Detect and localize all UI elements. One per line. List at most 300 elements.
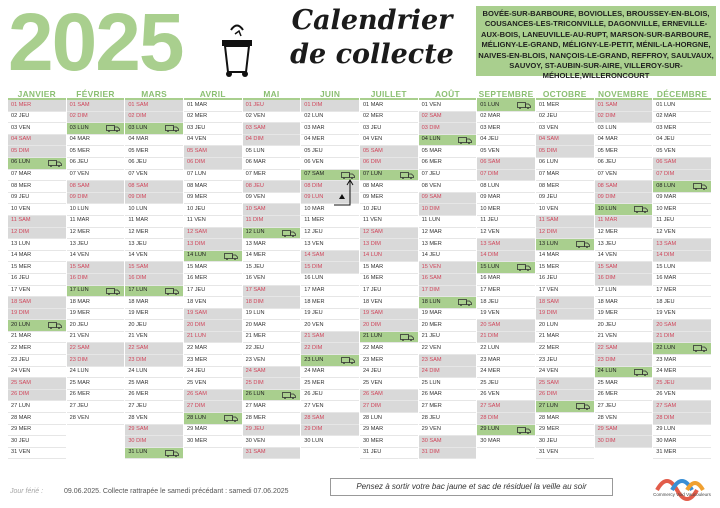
day-cell: 09 SAM [419, 193, 477, 205]
day-cell: 04 LUN [419, 135, 477, 147]
day-cell: 13 DIM [184, 239, 242, 251]
day-cell: 02 JEU [8, 112, 66, 124]
day-cell: 10 VEN [8, 204, 66, 216]
day-cell: 10 SAM [243, 204, 301, 216]
day-cell: 31 JEU [360, 448, 418, 460]
day-cell: 05 MER [125, 146, 183, 158]
day-cell: 28 MER [243, 413, 301, 425]
day-cell: 03 VEN [536, 123, 594, 135]
day-cell: 25 MER [301, 378, 359, 390]
day-cell: 22 MAR [360, 343, 418, 355]
day-cell: 19 VEN [477, 309, 535, 321]
day-cell: 25 SAM [8, 378, 66, 390]
day-cell: 15 SAM [595, 262, 653, 274]
day-cell: 20 JEU [595, 320, 653, 332]
day-cell: 01 MAR [184, 100, 242, 112]
day-cell: 06 MER [419, 158, 477, 170]
day-cell: 16 JEU [536, 274, 594, 286]
month-header: JANVIER [8, 88, 66, 100]
day-cell: 20 SAM [653, 320, 711, 332]
day-cell: 12 VEN [653, 228, 711, 240]
day-cell: 09 JEU [536, 193, 594, 205]
day-cell: 04 JEU [653, 135, 711, 147]
day-cell: 22 LUN [477, 343, 535, 355]
month-header: AOÛT [419, 88, 477, 100]
day-cell: 13 JEU [595, 239, 653, 251]
holiday-label: Jour férié : [10, 488, 44, 495]
truck-icon [106, 125, 120, 132]
day-cell: 24 MER [653, 367, 711, 379]
day-cell: 09 DIM [595, 193, 653, 205]
truck-icon [282, 230, 296, 237]
truck-icon [634, 369, 648, 376]
day-cell: 10 MER [477, 204, 535, 216]
day-cell: 19 MER [125, 309, 183, 321]
day-cell: 05 DIM [8, 146, 66, 158]
title-line-2: de collecte [290, 39, 454, 70]
day-cell: 02 VEN [243, 112, 301, 124]
day-cell: 18 VEN [184, 297, 242, 309]
day-cell: 19 MER [67, 309, 125, 321]
day-cell: 25 MAR [67, 378, 125, 390]
truck-icon [48, 160, 62, 167]
day-cell: 01 VEN [419, 100, 477, 112]
day-cell: 01 MER [536, 100, 594, 112]
reminder-box: Pensez à sortir votre bac jaune et sac de résiduel la veille au soir [330, 478, 613, 496]
day-cell: 30 VEN [243, 436, 301, 448]
day-cell: 03 VEN [8, 123, 66, 135]
day-cell: 06 VEN [301, 158, 359, 170]
day-cell: 12 DIM [8, 228, 66, 240]
day-cell: 10 LUN [595, 204, 653, 216]
day-cell: 08 MER [536, 181, 594, 193]
day-cell: 02 LUN [301, 112, 359, 124]
day-cell: 13 JEU [125, 239, 183, 251]
day-cell: 28 VEN [125, 413, 183, 425]
day-cell: 12 DIM [536, 228, 594, 240]
day-cell: 12 JEU [301, 228, 359, 240]
day-cell: 15 SAM [125, 262, 183, 274]
empty-cell [477, 448, 535, 460]
day-cell: 12 SAM [360, 228, 418, 240]
day-cell: 24 SAM [243, 367, 301, 379]
day-cell: 13 VEN [301, 239, 359, 251]
day-cell: 25 SAM [536, 378, 594, 390]
month-column [301, 88, 360, 468]
day-cell: 16 DIM [125, 274, 183, 286]
day-cell: 12 SAM [184, 228, 242, 240]
truck-icon [517, 427, 531, 434]
day-cell: 15 MER [8, 262, 66, 274]
day-cell: 22 JEU [243, 343, 301, 355]
truck-icon [400, 334, 414, 341]
day-cell: 23 MAR [653, 355, 711, 367]
day-cell: 11 MAR [125, 216, 183, 228]
truck-icon [282, 392, 296, 399]
truck-icon [48, 322, 62, 329]
month-column [477, 88, 536, 468]
arrow-icon [330, 177, 354, 207]
day-cell: 12 MER [595, 228, 653, 240]
day-cell: 25 MAR [595, 378, 653, 390]
day-cell: 16 MER [360, 274, 418, 286]
day-cell: 18 MAR [595, 297, 653, 309]
day-cell: 02 DIM [595, 112, 653, 124]
day-cell: 21 DIM [653, 332, 711, 344]
day-cell: 28 VEN [67, 413, 125, 425]
day-cell: 29 MER [536, 425, 594, 437]
day-cell: 07 MAR [536, 170, 594, 182]
page-title [272, 4, 472, 72]
day-cell: 05 SAM [360, 146, 418, 158]
day-cell: 22 MER [536, 343, 594, 355]
day-cell: 01 MAR [360, 100, 418, 112]
month-header: MARS [125, 88, 183, 100]
day-cell: 22 DIM [301, 343, 359, 355]
day-cell: 26 LUN [243, 390, 301, 402]
day-cell: 06 JEU [595, 158, 653, 170]
month-header: SEPTEMBRE [478, 89, 534, 99]
day-cell: 25 LUN [419, 378, 477, 390]
month-header: NOVEMBRE [595, 88, 653, 100]
day-cell: 07 SAM [301, 170, 359, 182]
day-cell: 22 MAR [184, 343, 242, 355]
day-cell: 17 LUN [595, 286, 653, 298]
day-cell: 18 MAR [125, 297, 183, 309]
day-cell: 20 MAR [243, 320, 301, 332]
day-cell: 21 VEN [67, 332, 125, 344]
day-cell: 08 MER [8, 181, 66, 193]
day-cell: 31 VEN [8, 448, 66, 460]
day-cell: 08 LUN [477, 181, 535, 193]
day-cell: 11 DIM [243, 216, 301, 228]
day-cell: 30 LUN [301, 436, 359, 448]
day-cell: 12 MAR [419, 228, 477, 240]
day-cell: 23 DIM [67, 355, 125, 367]
day-cell: 23 LUN [301, 355, 359, 367]
day-cell: 20 DIM [184, 320, 242, 332]
day-cell: 14 VEN [125, 251, 183, 263]
day-cell: 09 MAR [477, 193, 535, 205]
day-cell: 14 LUN [360, 251, 418, 263]
day-cell: 11 SAM [8, 216, 66, 228]
day-cell: 20 LUN [8, 320, 66, 332]
day-cell: 26 SAM [184, 390, 242, 402]
truck-icon [165, 450, 179, 457]
day-cell: 12 VEN [477, 228, 535, 240]
month-header: OCTOBRE [536, 88, 594, 100]
day-cell: 14 DIM [653, 251, 711, 263]
day-cell: 26 JEU [301, 390, 359, 402]
day-cell: 15 LUN [477, 262, 535, 274]
day-cell: 16 MER [184, 274, 242, 286]
day-cell: 04 VEN [184, 135, 242, 147]
day-cell: 28 VEN [595, 413, 653, 425]
truck-icon [106, 288, 120, 295]
day-cell: 24 MAR [301, 367, 359, 379]
truck-icon [517, 264, 531, 271]
day-cell: 01 SAM [67, 100, 125, 112]
day-cell: 16 LUN [301, 274, 359, 286]
day-cell: 25 DIM [243, 378, 301, 390]
day-cell: 28 SAM [301, 413, 359, 425]
day-cell: 07 LUN [360, 170, 418, 182]
day-cell: 06 JEU [125, 158, 183, 170]
day-cell: 21 MAR [8, 332, 66, 344]
day-cell: 24 LUN [125, 367, 183, 379]
day-cell: 18 SAM [8, 297, 66, 309]
day-cell: 25 JEU [477, 378, 535, 390]
day-cell: 05 MER [67, 146, 125, 158]
day-cell: 05 DIM [536, 146, 594, 158]
day-cell: 08 DIM [301, 181, 359, 193]
day-cell: 27 DIM [184, 401, 242, 413]
day-cell: 24 VEN [536, 367, 594, 379]
day-cell: 22 MER [8, 343, 66, 355]
truck-icon [165, 125, 179, 132]
truck-icon [576, 403, 590, 410]
day-cell: 23 MER [184, 355, 242, 367]
day-cell: 20 JEU [125, 320, 183, 332]
day-cell: 29 MER [8, 425, 66, 437]
day-cell: 10 DIM [419, 204, 477, 216]
day-cell: 24 JEU [184, 367, 242, 379]
day-cell: 03 MAR [301, 123, 359, 135]
day-cell: 10 VEN [536, 204, 594, 216]
day-cell: 02 DIM [125, 112, 183, 124]
day-cell: 30 DIM [595, 436, 653, 448]
empty-cell [67, 448, 125, 460]
day-cell: 10 LUN [67, 204, 125, 216]
day-cell: 04 MAR [67, 135, 125, 147]
day-cell: 10 JEU [360, 204, 418, 216]
day-cell: 15 LUN [653, 262, 711, 274]
day-cell: 09 MAR [653, 193, 711, 205]
day-cell: 30 JEU [536, 436, 594, 448]
day-cell: 03 DIM [419, 123, 477, 135]
day-cell: 21 JEU [419, 332, 477, 344]
day-cell: 27 SAM [477, 401, 535, 413]
day-cell: 22 SAM [595, 343, 653, 355]
day-cell: 20 DIM [360, 320, 418, 332]
day-cell: 07 VEN [125, 170, 183, 182]
day-cell: 28 DIM [653, 413, 711, 425]
empty-cell [184, 448, 242, 460]
empty-cell [301, 448, 359, 460]
logo-caption: Commercy Void Vaucouleurs [653, 492, 711, 497]
day-cell: 04 MER [301, 135, 359, 147]
day-cell: 17 SAM [243, 286, 301, 298]
day-cell: 08 MAR [184, 181, 242, 193]
day-cell: 16 VEN [243, 274, 301, 286]
day-cell: 15 SAM [67, 262, 125, 274]
day-cell: 27 VEN [301, 401, 359, 413]
day-cell: 16 DIM [595, 274, 653, 286]
day-cell: 04 DIM [243, 135, 301, 147]
day-cell: 09 VEN [243, 193, 301, 205]
day-cell: 31 MER [653, 448, 711, 460]
day-cell: 06 LUN [536, 158, 594, 170]
day-cell: 08 MAR [360, 181, 418, 193]
day-cell: 26 VEN [653, 390, 711, 402]
truck-icon [576, 241, 590, 248]
day-cell: 24 LUN [595, 367, 653, 379]
truck-icon [341, 357, 355, 364]
day-cell: 22 SAM [67, 343, 125, 355]
day-cell: 07 DIM [653, 170, 711, 182]
day-cell: 02 SAM [419, 112, 477, 124]
day-cell: 03 JEU [184, 123, 242, 135]
day-cell: 29 MAR [184, 425, 242, 437]
month-column [653, 88, 712, 468]
day-cell: 23 MAR [477, 355, 535, 367]
day-cell: 02 MER [184, 112, 242, 124]
day-cell: 02 JEU [536, 112, 594, 124]
day-cell: 09 JEU [8, 193, 66, 205]
day-cell: 31 DIM [419, 448, 477, 460]
day-cell: 18 MER [301, 297, 359, 309]
day-cell: 09 MER [360, 193, 418, 205]
day-cell: 27 JEU [67, 401, 125, 413]
day-cell: 02 MER [360, 112, 418, 124]
day-cell: 17 JEU [184, 286, 242, 298]
day-cell: 13 LUN [8, 239, 66, 251]
day-cell: 28 MAR [8, 413, 66, 425]
day-cell: 21 DIM [477, 332, 535, 344]
day-cell: 08 SAM [125, 181, 183, 193]
day-cell: 30 MAR [477, 436, 535, 448]
day-cell: 07 LUN [184, 170, 242, 182]
day-cell: 10 MER [653, 204, 711, 216]
day-cell: 13 MER [419, 239, 477, 251]
day-cell: 26 MER [125, 390, 183, 402]
day-cell: 15 MAR [184, 262, 242, 274]
day-cell: 09 LUN [301, 193, 359, 205]
day-cell: 03 LUN [595, 123, 653, 135]
month-column [184, 88, 243, 468]
day-cell: 21 VEN [125, 332, 183, 344]
day-cell: 30 MER [184, 436, 242, 448]
day-cell: 15 DIM [301, 262, 359, 274]
holiday-note: 09.06.2025. Collecte rattrapée le samedi précédant : samedi 07.06.2025 [64, 488, 289, 495]
day-cell: 20 MER [419, 320, 477, 332]
day-cell: 30 MER [360, 436, 418, 448]
empty-cell [595, 448, 653, 460]
day-cell: 20 LUN [536, 320, 594, 332]
day-cell: 16 MAR [477, 274, 535, 286]
truck-icon [400, 172, 414, 179]
day-cell: 26 DIM [8, 390, 66, 402]
empty-cell [67, 436, 125, 448]
day-cell: 14 MER [243, 251, 301, 263]
truck-icon [224, 415, 238, 422]
day-cell: 08 JEU [243, 181, 301, 193]
day-cell: 19 DIM [8, 309, 66, 321]
day-cell: 27 JEU [595, 401, 653, 413]
month-header: MAI [243, 88, 301, 100]
day-cell: 14 VEN [595, 251, 653, 263]
day-cell: 08 VEN [419, 181, 477, 193]
day-cell: 01 SAM [125, 100, 183, 112]
day-cell: 27 MAR [243, 401, 301, 413]
day-cell: 01 MER [8, 100, 66, 112]
day-cell: 09 DIM [125, 193, 183, 205]
month-column [536, 88, 595, 468]
month-header: JUILLET [360, 88, 418, 100]
day-cell: 28 JEU [419, 413, 477, 425]
day-cell: 28 LUN [184, 413, 242, 425]
day-cell: 10 LUN [125, 204, 183, 216]
day-cell: 06 MAR [243, 158, 301, 170]
day-cell: 29 VEN [419, 425, 477, 437]
recycling-bin-icon [217, 20, 257, 78]
day-cell: 11 VEN [360, 216, 418, 228]
day-cell: 11 JEU [653, 216, 711, 228]
month-column [419, 88, 478, 468]
day-cell: 10 JEU [184, 204, 242, 216]
day-cell: 30 MAR [653, 436, 711, 448]
day-cell: 24 LUN [67, 367, 125, 379]
day-cell: 29 JEU [243, 425, 301, 437]
month-header: DÉCEMBRE [653, 88, 711, 100]
day-cell: 05 MER [595, 146, 653, 158]
day-cell: 14 DIM [477, 251, 535, 263]
day-cell: 01 SAM [595, 100, 653, 112]
day-cell: 18 SAM [536, 297, 594, 309]
day-cell: 24 VEN [8, 367, 66, 379]
day-cell: 17 MER [477, 286, 535, 298]
day-cell: 24 DIM [419, 367, 477, 379]
month-column [360, 88, 419, 468]
day-cell: 19 VEN [653, 309, 711, 321]
day-cell: 04 MAR [125, 135, 183, 147]
day-cell: 02 MAR [653, 112, 711, 124]
day-cell: 21 MAR [536, 332, 594, 344]
day-cell: 14 MAR [536, 251, 594, 263]
day-cell: 20 VEN [301, 320, 359, 332]
day-cell: 05 VEN [653, 146, 711, 158]
truck-icon [634, 206, 648, 213]
truck-icon [693, 345, 707, 352]
day-cell: 08 LUN [653, 181, 711, 193]
day-cell: 04 SAM [536, 135, 594, 147]
day-cell: 25 VEN [184, 378, 242, 390]
month-header: AVRIL [184, 88, 242, 100]
title-line-1: Calendrier [291, 5, 453, 36]
day-cell: 03 JEU [360, 123, 418, 135]
day-cell: 01 JEU [243, 100, 301, 112]
day-cell: 02 MAR [477, 112, 535, 124]
day-cell: 23 DIM [125, 355, 183, 367]
day-cell: 11 MAR [595, 216, 653, 228]
day-cell: 23 DIM [595, 355, 653, 367]
day-cell: 11 LUN [419, 216, 477, 228]
day-cell: 11 VEN [184, 216, 242, 228]
month-column [67, 88, 126, 468]
day-cell: 25 JEU [653, 378, 711, 390]
day-cell: 22 SAM [125, 343, 183, 355]
truck-icon [458, 299, 472, 306]
day-cell: 09 MER [184, 193, 242, 205]
day-cell: 21 SAM [301, 332, 359, 344]
day-cell: 19 MER [595, 309, 653, 321]
day-cell: 28 DIM [477, 413, 535, 425]
day-cell: 11 JEU [477, 216, 535, 228]
day-cell: 05 JEU [301, 146, 359, 158]
day-cell: 29 MAR [360, 425, 418, 437]
day-cell: 13 SAM [653, 239, 711, 251]
day-cell: 27 MER [419, 401, 477, 413]
